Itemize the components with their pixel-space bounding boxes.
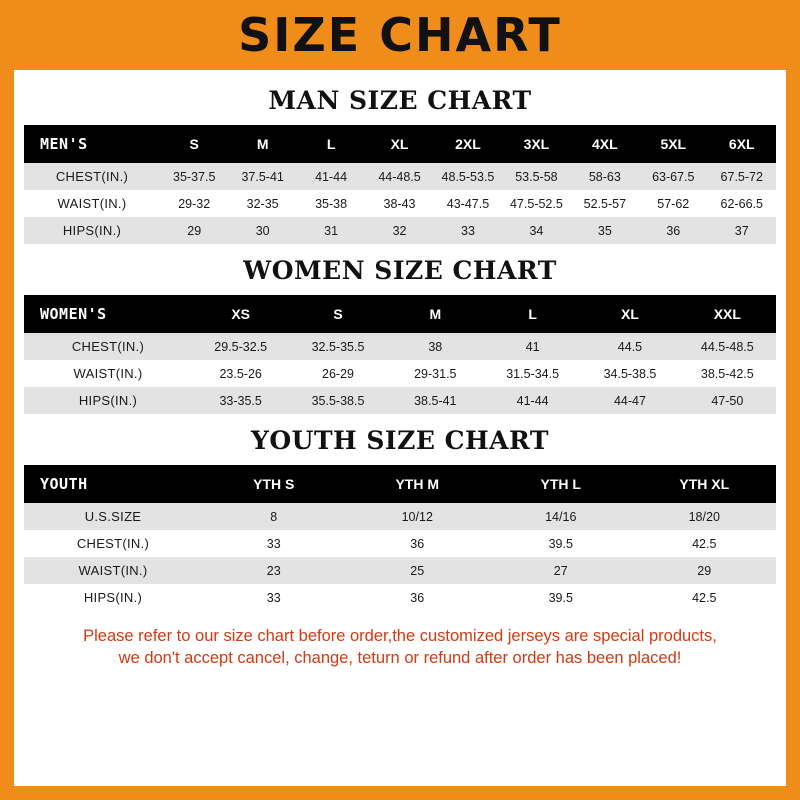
- women-row-2-val-5: 47-50: [679, 387, 776, 414]
- women-table-body: [24, 333, 776, 414]
- order-notice-line-2: we don't accept cancel, change, teturn or refund after order has been placed!: [118, 649, 682, 668]
- women-col-0: XS: [192, 295, 289, 333]
- women-row-1-val-3: 31.5-34.5: [484, 360, 581, 387]
- order-notice-line-1: Please refer to our size chart before order,the customized jerseys are special products,: [83, 627, 717, 645]
- men-row-1-val-5: 47.5-52.5: [502, 190, 570, 217]
- bottom-accent-strip: [0, 786, 800, 800]
- women-row-2-label: HIPS(IN.): [24, 387, 192, 414]
- men-row-2-label: HIPS(IN.): [24, 217, 160, 244]
- youth-row-3-val-3: 42.5: [633, 584, 777, 611]
- youth-row-1-val-1: 36: [346, 530, 490, 557]
- women-row-0-val-0: 29.5-32.5: [192, 333, 289, 360]
- order-notice: [34, 625, 766, 670]
- men-row-2-val-4: 33: [434, 217, 502, 244]
- youth-col-1: YTH M: [346, 465, 490, 503]
- table-row: [24, 163, 776, 190]
- men-row-2-val-8: 37: [708, 217, 777, 244]
- youth-size-table: [24, 465, 776, 611]
- men-row-1-val-7: 57-62: [639, 190, 707, 217]
- youth-row-3-val-0: 33: [202, 584, 346, 611]
- youth-row-0-val-1: 10/12: [346, 503, 490, 530]
- men-col-6: 4XL: [571, 125, 639, 163]
- men-row-0-val-0: 35-37.5: [160, 163, 228, 190]
- men-row-1-val-6: 52.5-57: [571, 190, 639, 217]
- men-row-0-val-4: 48.5-53.5: [434, 163, 502, 190]
- men-row-2-val-0: 29: [160, 217, 228, 244]
- women-row-1-val-1: 26-29: [289, 360, 386, 387]
- women-row-0-val-2: 38: [387, 333, 484, 360]
- table-row: [24, 387, 776, 414]
- women-col-5: XXL: [679, 295, 776, 333]
- men-row-0-val-1: 37.5-41: [228, 163, 296, 190]
- men-row-2-val-2: 31: [297, 217, 365, 244]
- men-row-2-val-1: 30: [228, 217, 296, 244]
- table-header-row: [24, 125, 776, 163]
- table-row: [24, 217, 776, 244]
- men-row-1-val-4: 43-47.5: [434, 190, 502, 217]
- youth-row-1-label: CHEST(IN.): [24, 530, 202, 557]
- content: [14, 70, 786, 670]
- men-row-1-val-8: 62-66.5: [708, 190, 777, 217]
- men-col-1: M: [228, 125, 296, 163]
- youth-col-2: YTH L: [489, 465, 633, 503]
- youth-table-corner: YOUTH: [24, 465, 202, 503]
- women-col-2: M: [387, 295, 484, 333]
- youth-row-0-val-0: 8: [202, 503, 346, 530]
- youth-row-2-val-2: 27: [489, 557, 633, 584]
- men-row-2-val-6: 35: [571, 217, 639, 244]
- youth-row-1-val-0: 33: [202, 530, 346, 557]
- table-row: [24, 530, 776, 557]
- men-row-2-val-3: 32: [365, 217, 433, 244]
- men-col-3: XL: [365, 125, 433, 163]
- youth-table-body: [24, 503, 776, 611]
- women-col-3: L: [484, 295, 581, 333]
- table-row: [24, 557, 776, 584]
- women-row-1-val-0: 23.5-26: [192, 360, 289, 387]
- youth-row-2-val-1: 25: [346, 557, 490, 584]
- men-col-4: 2XL: [434, 125, 502, 163]
- table-row: [24, 503, 776, 530]
- table-header-row: [24, 465, 776, 503]
- women-row-0-val-4: 44.5: [581, 333, 678, 360]
- women-row-1-label: WAIST(IN.): [24, 360, 192, 387]
- women-col-1: S: [289, 295, 386, 333]
- women-row-2-val-2: 38.5-41: [387, 387, 484, 414]
- men-col-7: 5XL: [639, 125, 707, 163]
- men-row-1-val-1: 32-35: [228, 190, 296, 217]
- men-size-table: [24, 125, 776, 244]
- men-col-5: 3XL: [502, 125, 570, 163]
- banner-title: SIZE CHART: [238, 8, 562, 62]
- youth-col-0: YTH S: [202, 465, 346, 503]
- youth-row-2-val-0: 23: [202, 557, 346, 584]
- men-row-0-val-6: 58-63: [571, 163, 639, 190]
- table-row: [24, 584, 776, 611]
- table-header-row: [24, 295, 776, 333]
- women-row-2-val-3: 41-44: [484, 387, 581, 414]
- youth-table-head: [24, 465, 776, 503]
- men-section-title: MAN SIZE CHART: [268, 86, 532, 115]
- women-row-0-label: CHEST(IN.): [24, 333, 192, 360]
- men-table-body: [24, 163, 776, 244]
- men-row-1-val-2: 35-38: [297, 190, 365, 217]
- men-col-8: 6XL: [708, 125, 777, 163]
- youth-row-0-val-2: 14/16: [489, 503, 633, 530]
- women-row-0-val-1: 32.5-35.5: [289, 333, 386, 360]
- men-row-1-label: WAIST(IN.): [24, 190, 160, 217]
- men-table-head: [24, 125, 776, 163]
- youth-row-0-val-3: 18/20: [633, 503, 777, 530]
- men-row-2-val-7: 36: [639, 217, 707, 244]
- men-row-1-val-3: 38-43: [365, 190, 433, 217]
- women-table-corner: WOMEN'S: [24, 295, 192, 333]
- women-row-2-val-0: 33-35.5: [192, 387, 289, 414]
- women-row-1-val-5: 38.5-42.5: [679, 360, 776, 387]
- youth-row-3-val-2: 39.5: [489, 584, 633, 611]
- men-row-0-val-5: 53.5-58: [502, 163, 570, 190]
- men-row-0-val-3: 44-48.5: [365, 163, 433, 190]
- youth-row-3-label: HIPS(IN.): [24, 584, 202, 611]
- table-row: [24, 190, 776, 217]
- youth-section-title: YOUTH SIZE CHART: [251, 426, 549, 455]
- women-col-4: XL: [581, 295, 678, 333]
- women-row-0-val-5: 44.5-48.5: [679, 333, 776, 360]
- men-col-0: S: [160, 125, 228, 163]
- women-row-0-val-3: 41: [484, 333, 581, 360]
- women-row-1-val-4: 34.5-38.5: [581, 360, 678, 387]
- men-row-0-val-2: 41-44: [297, 163, 365, 190]
- youth-row-2-val-3: 29: [633, 557, 777, 584]
- women-row-1-val-2: 29-31.5: [387, 360, 484, 387]
- men-row-0-label: CHEST(IN.): [24, 163, 160, 190]
- women-table-head: [24, 295, 776, 333]
- women-section-title: WOMEN SIZE CHART: [243, 256, 557, 285]
- women-row-2-val-4: 44-47: [581, 387, 678, 414]
- youth-col-3: YTH XL: [633, 465, 777, 503]
- youth-row-0-label: U.S.SIZE: [24, 503, 202, 530]
- women-row-2-val-1: 35.5-38.5: [289, 387, 386, 414]
- men-row-1-val-0: 29-32: [160, 190, 228, 217]
- men-row-2-val-5: 34: [502, 217, 570, 244]
- women-size-table: [24, 295, 776, 414]
- table-row: [24, 333, 776, 360]
- table-row: [24, 360, 776, 387]
- men-col-2: L: [297, 125, 365, 163]
- men-table-corner: MEN'S: [24, 125, 160, 163]
- men-row-0-val-7: 63-67.5: [639, 163, 707, 190]
- youth-row-1-val-2: 39.5: [489, 530, 633, 557]
- banner: [0, 0, 800, 70]
- youth-row-1-val-3: 42.5: [633, 530, 777, 557]
- men-row-0-val-8: 67.5-72: [708, 163, 777, 190]
- youth-row-3-val-1: 36: [346, 584, 490, 611]
- youth-row-2-label: WAIST(IN.): [24, 557, 202, 584]
